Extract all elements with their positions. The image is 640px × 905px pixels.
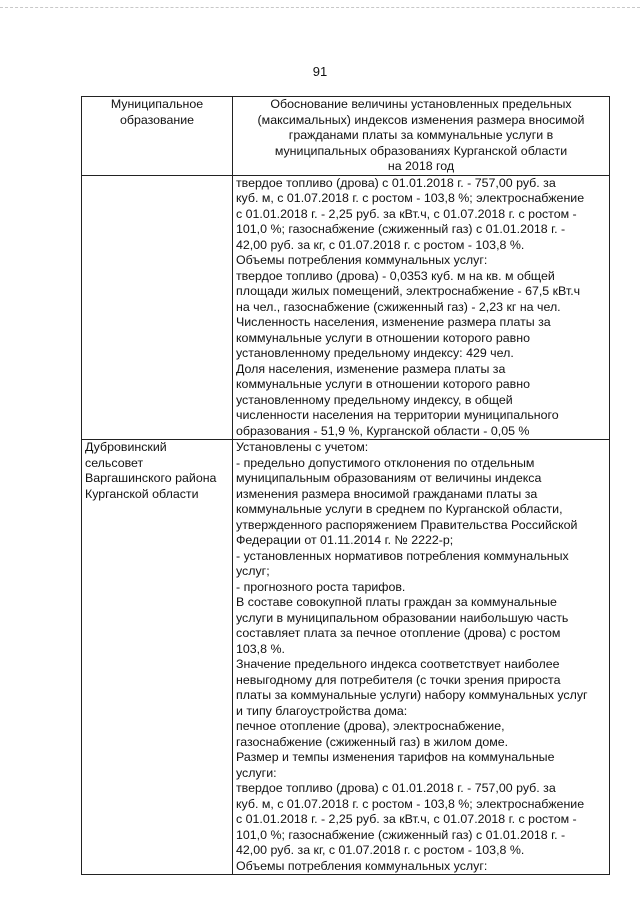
justification-text-line: Установлены с учетом: xyxy=(236,440,369,454)
municipality-name-line: Дубровинский xyxy=(85,440,167,454)
municipality-name-line: сельсовет xyxy=(85,455,144,470)
justification-text-line: утвержденного распоряжением Правительства Российской xyxy=(236,517,578,532)
municipality-name-line: Варгашинского района xyxy=(85,471,217,485)
justification-text-line: коммунальные услуги в среднем по Курганской области, xyxy=(236,502,563,516)
justification-text-line: Доля населения, изменение размера платы за xyxy=(236,361,506,376)
justification-text-line: установленному предельному индексу: 429 чел. xyxy=(236,346,514,360)
justification-text-line: услуги: xyxy=(236,765,277,780)
justification-text-line: Численность населения, изменение размера платы за xyxy=(236,315,551,329)
justification-text-line: и типу благоустройства дома: xyxy=(236,703,408,718)
header-justification xyxy=(233,97,610,176)
justification-text-line: Объемы потребления коммунальных услуг: xyxy=(236,858,488,873)
justification-text-line: составляет плата за печное отопление (дрова) с ростом xyxy=(236,626,561,640)
justification-text-line: платы за коммунальные услуги) набору коммунальных услуг xyxy=(236,688,588,702)
justification-text-line: газоснабжение (сжиженный газ) в жилом доме. xyxy=(236,734,509,749)
header-line: (максимальных) индексов изменения размера вносимой xyxy=(257,112,585,127)
justification-text-line: печное отопление (дрова), электроснабжение, xyxy=(236,719,505,733)
justification-text-line: - предельно допустимого отклонения по отдельным xyxy=(236,455,535,470)
header-line: Муниципальное xyxy=(110,97,204,111)
table-header-row xyxy=(82,97,610,176)
justification-text-line: с 01.01.2018 г. - 2,25 руб. за кВт.ч, с 01.07.2018 г. с ростом - xyxy=(236,812,577,826)
justification-text-line: с 01.01.2018 г. - 2,25 руб. за кВт.ч, с 01.07.2018 г. с ростом - xyxy=(236,206,577,221)
justification-text-line: 101,0 %; газоснабжение (сжиженный газ) с 01.01.2018 г. - xyxy=(236,222,566,236)
justification-text-line: коммунальные услуги в отношении которого равно xyxy=(236,377,530,391)
header-municipality xyxy=(82,97,233,176)
scan-edge-line xyxy=(0,7,640,8)
table-row xyxy=(82,175,610,440)
justification-text-line: твердое топливо (дрова) - 0,0353 куб. м на кв. м общей xyxy=(236,268,555,283)
justification-text-line: Объемы потребления коммунальных услуг: xyxy=(236,253,488,267)
justification-text-line: коммунальные услуги в отношении которого равно xyxy=(236,330,530,345)
justification-text-line: В составе совокупной платы граждан за коммунальные xyxy=(236,595,557,609)
justification-cell xyxy=(233,175,610,440)
justification-text-line: 42,00 руб. за кг, с 01.07.2018 г. с ростом - 103,8 %. xyxy=(236,237,525,252)
tariff-justification-table xyxy=(81,96,610,875)
justification-text-line: муниципальным образованиям от величины индекса xyxy=(236,471,542,485)
justification-text-line: - прогнозного роста тарифов. xyxy=(236,579,406,594)
justification-text-line: твердое топливо (дрова) с 01.01.2018 г. - 757,00 руб. за xyxy=(236,781,556,795)
justification-text-line: изменения размера вносимой гражданами платы за xyxy=(236,486,538,501)
municipality-name-line: Курганской области xyxy=(85,486,199,501)
justification-cell xyxy=(233,440,610,875)
justification-text-line: - установленных нормативов потребления коммунальных xyxy=(236,548,569,563)
justification-text-line: образования - 51,9 %, Курганской области - 0,05 % xyxy=(236,423,530,438)
justification-text-line: Федерации от 01.11.2014 г. № 2222-р; xyxy=(236,533,454,547)
header-line: образование xyxy=(119,112,195,127)
page-number: 91 xyxy=(312,64,328,79)
justification-text-line: куб. м, с 01.07.2018 г. с ростом - 103,8 %; электроснабжение xyxy=(236,191,585,205)
justification-text-line: Значение предельного индекса соответствует наиболее xyxy=(236,657,560,671)
justification-text-line: куб. м, с 01.07.2018 г. с ростом - 103,8 %; электроснабжение xyxy=(236,796,585,811)
header-line: муниципальных образованиях Курганской области xyxy=(274,143,568,158)
justification-text-line: 42,00 руб. за кг, с 01.07.2018 г. с ростом - 103,8 %. xyxy=(236,843,525,857)
justification-text-line: невыгодному для потребителя (с точки зрения прироста xyxy=(236,672,561,687)
table-row xyxy=(82,440,610,875)
justification-text-line: 103,8 %. xyxy=(236,641,285,656)
header-line: Обоснование величины установленных предельных xyxy=(270,97,572,111)
justification-text-line: площади жилых помещений, электроснабжение - 67,5 кВт.ч xyxy=(236,284,581,298)
justification-text-line: 101,0 %; газоснабжение (сжиженный газ) с 01.01.2018 г. - xyxy=(236,827,566,842)
justification-text-line: твердое топливо (дрова) с 01.01.2018 г. - 757,00 руб. за xyxy=(236,175,556,190)
municipality-cell xyxy=(82,175,233,440)
municipality-cell xyxy=(82,440,233,875)
justification-text-line: услуги в муниципальном образовании наибольшую часть xyxy=(236,610,569,625)
header-line: на 2018 год xyxy=(387,159,455,173)
justification-text-line: установленному предельному индексу, в общей xyxy=(236,392,513,407)
header-line: гражданами платы за коммунальные услуги в xyxy=(288,128,554,142)
justification-text-line: численности населения на территории муниципального xyxy=(236,408,559,422)
justification-text-line: услуг; xyxy=(236,564,270,578)
justification-text-line: Размер и темпы изменения тарифов на коммунальные xyxy=(236,750,555,764)
justification-text-line: на чел., газоснабжение (сжиженный газ) - 2,23 кг на чел. xyxy=(236,299,561,314)
